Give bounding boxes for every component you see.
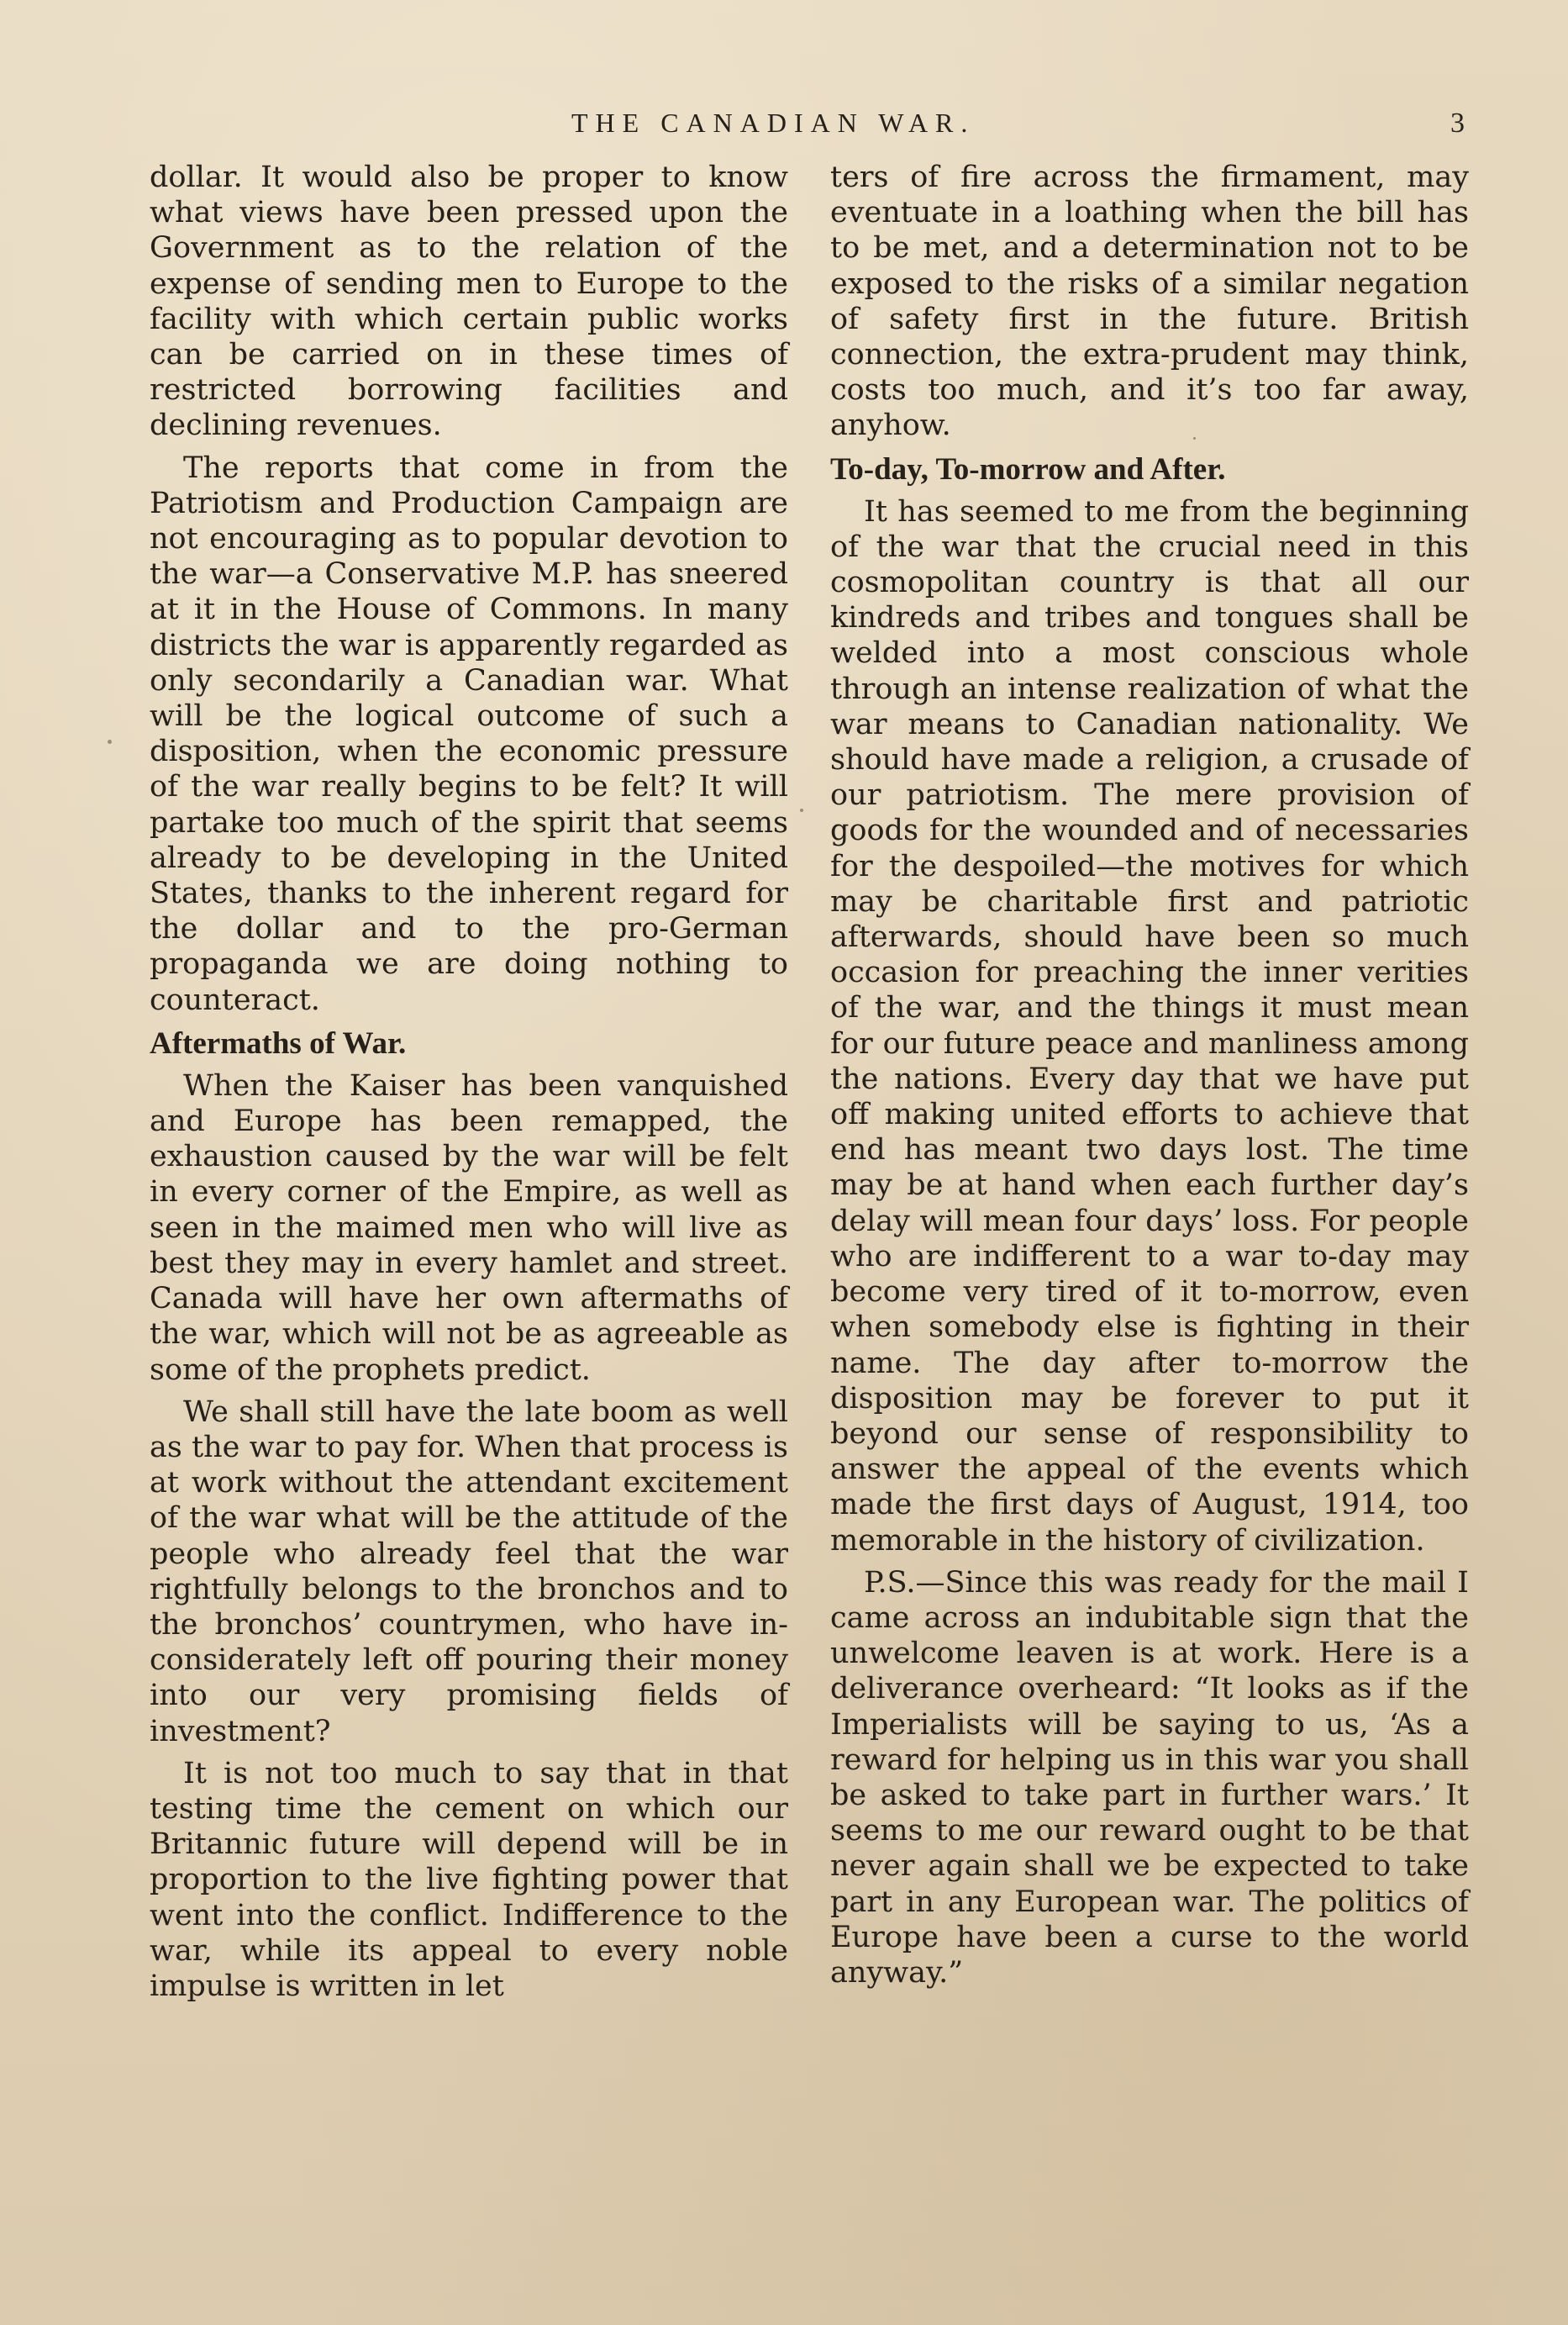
paragraph-late-boom: We shall still have the late boom as well as the war to pay for. When that process is at work without the attendant excitement of the war what will be the attitude of the people who already feel that the war rightfully belongs to the bronchos and to the bronchos’ countrymen, who have inconsiderately left off pouring their money into our very promising fields of investment? [150,1394,788,1748]
paper-speck [555,1883,558,1886]
left-column [150,160,788,2011]
paragraph-postscript: P.S.—Since this was ready for the mail I came across an indubitable sign that the unwelcome leaven is at work. Here is a deliverance overheard: “It looks as if the Imperialists will be saying to us, ‘As a reward for helping us in this war you shall be asked to take part in further wars.’ It seems to me our reward ought to be that never again shall we be expected to take part in any European war. The politics of Europe have been a curse to the world anyway.” [830,1565,1469,1990]
paragraph-testing-time: It is not too much to say that in that testing time the cement on which our Britannic future will depend will be in proportion to the live fighting power that went into the conflict. Indifference to the war, while its appeal to every noble impulse is written in let [150,1756,788,2003]
running-head [0,108,1568,150]
section-heading-aftermaths: Aftermaths of War. [150,1025,407,1061]
right-column [830,160,1469,1997]
paper-speck [800,809,803,812]
paragraph-continuation: dollar. It would also be proper to know what views have been pressed upon the Government as to the relation of the expense of sending men to Europe to the facility with which certain public works can be carried on in these times of restricted borrowing facilities and declining revenues. [150,161,788,443]
paper-speck [1193,437,1196,440]
paragraph-letters-of-fire: ters of fire across the firmament, may eventuate in a loathing when the bill has to be met, and a determination not to be exposed to the risks of a similar negation of safety first in the future. British connection, the extra-prudent may think, costs too much, and it’s too far away, anyhow. [830,161,1469,443]
paragraph-patriotism-campaign: The reports that come in from the Patriotism and Production Campaign are not encouraging as to popular devotion to the war—a Conservative M.P. has sneered at it in the House of Commons. In many districts the war is apparently regarded as only secondarily a Canadian war. What will be the logical outcome of such a disposition, when the economic pressure of the war really begins to be felt? It will partake too much of the spirit that seems already to be developing in the United States, thanks to the inherent regard for the dollar and to the pro-German propaganda we are doing nothing to counteract. [150,451,788,1017]
paragraph-kaiser: When the Kaiser has been vanquished and Europe has been remapped, the exhaustion caused by the war will be felt in every corner of the Empire, as well as seen in the maimed men who will live as best they may in every hamlet and street. Canada will have her own aftermaths of the war, which will not be as agreeable as some of the prophets predict. [150,1068,788,1387]
paper-speck [108,740,112,744]
section-heading-today-tomorrow: To-day, To-morrow and After. [830,451,1226,487]
paragraph-crucial-need: It has seemed to me from the beginning of the war that the crucial need in this cosmopolitan country is that all our kindreds and tribes and tongues shall be welded into a most conscious whole through an intense realization of what the war means to Canadian nationality. We should have made a religion, a crusade of our patriotism. The mere provision of goods for the wounded and of necessaries for the despoiled—the motives for which may be charitable first and patriotic afterwards, should have been so much occasion for preaching the inner verities of the war, and the things it must mean for our future peace and manliness among the nations. Every day that we have put off making united efforts to achieve that end has meant two days lost. The time may be at hand when each further day’s delay will mean four days’ loss. For people who are indifferent to a war to-day may become very tired of it to-morrow, even when somebody else is fighting in their name. The day after to-morrow the disposition may be forever to put it beyond our sense of responsibility to answer the appeal of the events which made the first days of August, 1914, too memorable in the history of civilization. [830,494,1469,1558]
page-number: 3 [1450,108,1465,139]
running-title: THE CANADIAN WAR. [571,108,976,138]
